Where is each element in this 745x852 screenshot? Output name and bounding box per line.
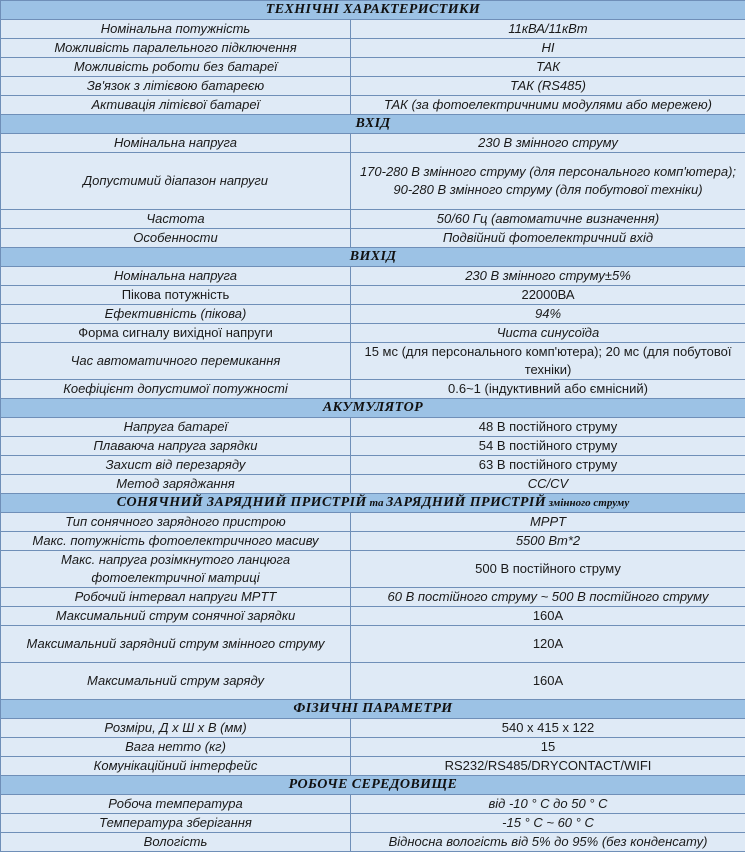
section-title: ФІЗИЧНІ ПАРАМЕТРИ	[1, 700, 745, 719]
table-row	[1, 437, 745, 456]
spec-value: 5500 Вт*2	[351, 532, 745, 551]
spec-label: Максимальний струм заряду	[1, 663, 351, 700]
spec-value: 15	[351, 738, 745, 757]
spec-value: 230 В змінного струму±5%	[351, 267, 745, 286]
spec-label: Номінальна напруга	[1, 134, 351, 153]
table-row	[1, 757, 745, 776]
table-row	[1, 626, 745, 663]
spec-value: 54 В постійного струму	[351, 437, 745, 456]
spec-value: MPPT	[351, 513, 745, 532]
section-title: АКУМУЛЯТОР	[1, 399, 745, 418]
spec-label: Напруга батареї	[1, 418, 351, 437]
section-title: ТЕХНІЧНІ ХАРАКТЕРИСТИКИ	[1, 1, 745, 20]
table-row	[1, 39, 745, 58]
table-row	[1, 588, 745, 607]
table-row	[1, 134, 745, 153]
spec-label: Метод заряджання	[1, 475, 351, 494]
table-row	[1, 20, 745, 39]
spec-label: Максимальний струм сонячної зарядки	[1, 607, 351, 626]
section-title-and: та	[366, 497, 387, 509]
table-row	[1, 267, 745, 286]
section-title-main: СОНЯЧНИЙ ЗАРЯДНИЙ ПРИСТРІЙ	[116, 495, 367, 510]
table-row	[1, 210, 745, 229]
spec-label: Макс. потужність фотоелектричного масиву	[1, 532, 351, 551]
spec-value: 11кВА/11кВт	[351, 20, 745, 39]
spec-value: від -10 ° С до 50 ° С	[351, 795, 745, 814]
spec-value: 48 В постійного струму	[351, 418, 745, 437]
spec-label: Плаваюча напруга зарядки	[1, 437, 351, 456]
spec-label: Час автоматичного перемикання	[1, 343, 351, 380]
spec-label: Номінальна напруга	[1, 267, 351, 286]
spec-value: 0.6~1 (індуктивний або ємнісний)	[351, 380, 745, 399]
spec-value: Подвійний фотоелектричний вхід	[351, 229, 745, 248]
table-row	[1, 738, 745, 757]
table-row	[1, 153, 745, 210]
table-row	[1, 513, 745, 532]
table-row	[1, 380, 745, 399]
section-charger-header	[1, 494, 745, 513]
spec-value: НІ	[351, 39, 745, 58]
table-row	[1, 418, 745, 437]
spec-label: Розміри, Д х Ш х В (мм)	[1, 719, 351, 738]
section-title-second: ЗАРЯДНИЙ ПРИСТРІЙ	[386, 495, 547, 510]
table-row	[1, 286, 745, 305]
table-row	[1, 343, 745, 380]
spec-value: 160А	[351, 663, 745, 700]
spec-label: Робочий інтервал напруги MPTT	[1, 588, 351, 607]
spec-label: Номінальна потужність	[1, 20, 351, 39]
spec-value: 63 В постійного струму	[351, 456, 745, 475]
spec-label: Вага нетто (кг)	[1, 738, 351, 757]
section-physical-header	[1, 700, 745, 719]
spec-label: Робоча температура	[1, 795, 351, 814]
section-tech-header	[1, 1, 745, 20]
spec-value: 60 В постійного струму ~ 500 В постійного струму	[351, 588, 745, 607]
table-row	[1, 814, 745, 833]
section-environment-header	[1, 776, 745, 795]
section-battery-header	[1, 399, 745, 418]
spec-label: Макс. напруга розімкнутого ланцюга фотоелектричної матриці	[1, 551, 351, 588]
spec-value: ТАК	[351, 58, 745, 77]
table-row	[1, 719, 745, 738]
table-row	[1, 58, 745, 77]
spec-label: Можливість паралельного підключення	[1, 39, 351, 58]
spec-value: 15 мс (для персонального комп'ютера); 20 мс (для побутової техніки)	[351, 343, 745, 380]
spec-label: Комунікаційний інтерфейс	[1, 757, 351, 776]
spec-value: RS232/RS485/DRYCONTACT/WIFI	[351, 757, 745, 776]
spec-value: Відносна вологість від 5% до 95% (без конденсату)	[351, 833, 745, 852]
table-row	[1, 456, 745, 475]
spec-label: Максимальний зарядний струм змінного струму	[1, 626, 351, 663]
table-row	[1, 324, 745, 343]
table-row	[1, 532, 745, 551]
table-row	[1, 475, 745, 494]
table-row	[1, 229, 745, 248]
spec-value: ТАК (RS485)	[351, 77, 745, 96]
table-row	[1, 795, 745, 814]
spec-label: Вологість	[1, 833, 351, 852]
section-input-header	[1, 115, 745, 134]
spec-label: Частота	[1, 210, 351, 229]
spec-label: Температура зберігання	[1, 814, 351, 833]
section-output-header	[1, 248, 745, 267]
spec-label: Тип сонячного зарядного пристрою	[1, 513, 351, 532]
spec-value: 22000ВА	[351, 286, 745, 305]
table-row	[1, 551, 745, 588]
table-row	[1, 663, 745, 700]
section-title: ВИХІД	[1, 248, 745, 267]
table-row	[1, 607, 745, 626]
table-row	[1, 833, 745, 852]
spec-value: 500 В постійного струму	[351, 551, 745, 588]
spec-value: Чиста синусоїда	[351, 324, 745, 343]
spec-label: Пікова потужність	[1, 286, 351, 305]
spec-value: ТАК (за фотоелектричними модулями або мережею)	[351, 96, 745, 115]
table-row	[1, 77, 745, 96]
section-title	[1, 494, 745, 513]
table-row	[1, 96, 745, 115]
section-title: ВХІД	[1, 115, 745, 134]
spec-value: 160А	[351, 607, 745, 626]
spec-label: Ефективність (пікова)	[1, 305, 351, 324]
spec-label: Коефіцієнт допустимої потужності	[1, 380, 351, 399]
spec-label: Можливість роботи без батареї	[1, 58, 351, 77]
spec-value: 120А	[351, 626, 745, 663]
spec-label: Захист від перезаряду	[1, 456, 351, 475]
spec-value: 170-280 В змінного струму (для персонального комп'ютера); 90-280 В змінного струму (для побутової техніки)	[351, 153, 745, 210]
spec-label: Зв'язок з літієвою батареєю	[1, 77, 351, 96]
spec-label: Допустимий діапазон напруги	[1, 153, 351, 210]
spec-value: 230 В змінного струму	[351, 134, 745, 153]
section-title-tail: змінного струму	[546, 497, 630, 509]
spec-label: Особенности	[1, 229, 351, 248]
spec-value: -15 ° С ~ 60 ° С	[351, 814, 745, 833]
table-row	[1, 305, 745, 324]
spec-value: CC/CV	[351, 475, 745, 494]
section-title: РОБОЧЕ СЕРЕДОВИЩЕ	[1, 776, 745, 795]
spec-value: 50/60 Гц (автоматичне визначення)	[351, 210, 745, 229]
spec-value: 94%	[351, 305, 745, 324]
spec-label: Форма сигналу вихідної напруги	[1, 324, 351, 343]
spec-value: 540 x 415 x 122	[351, 719, 745, 738]
spec-label: Активація літієвої батареї	[1, 96, 351, 115]
